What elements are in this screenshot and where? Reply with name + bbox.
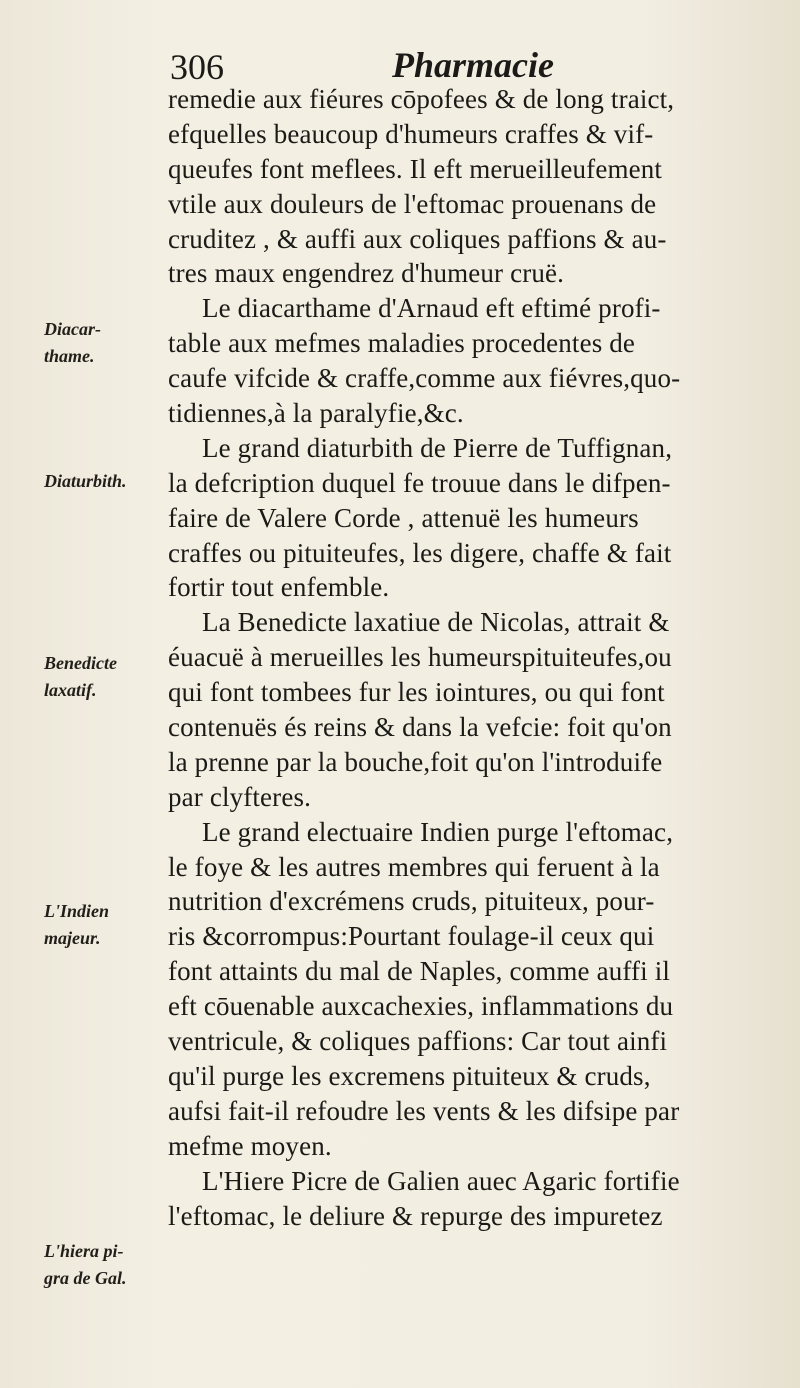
text-line: Le grand diaturbith de Pierre de Tuffignan, [202,432,673,463]
margin-note-line: gra de Gal. [44,1268,127,1288]
text-line: la prenne par la bouche,foit qu'on l'introduife [168,746,663,777]
margin-note-benedicte [44,650,172,704]
page-number: 306 [170,47,224,87]
text-line: queufes font meflees. Il eft merueilleufement [168,153,663,184]
margin-note-line: majeur. [44,928,101,948]
text-line: remedie aux fiéures cōpofees & de long traict, [168,84,675,114]
text-line: éuacuë à merueilles les humeurspituiteufes,ou [168,642,672,673]
text-line: caufe vifcide & craffe,comme aux fiévres,quo- [168,363,681,394]
margin-note-diaturbith [44,468,172,495]
text-line: table aux mefmes maladies procedentes de [168,328,636,359]
text-line: Le diacarthame d'Arnaud eft eftimé profi- [202,293,661,324]
text-line: faire de Valere Corde , attenuë les humeurs [168,502,639,533]
text-line: fortir tout enfemble. [168,572,390,603]
text-line: cruditez , & auffi aux coliques paffions & au- [168,223,667,254]
text-line: ventricule, & coliques paffions: Car tout ainfi [168,1026,668,1057]
text-line: mefme moyen. [168,1130,332,1161]
margin-note-line: L'hiera pi- [44,1241,124,1261]
text-line: le foye & les autres membres qui feruent à la [168,851,660,882]
text-line: nutrition d'excrémens cruds, pituiteux, pour- [168,886,655,917]
margin-note-line: Diacar- [44,319,101,339]
text-line: Le grand electuaire Indien purge l'eftomac, [202,816,674,847]
text-line: contenuës és reins & dans la vefcie: foit qu'on [168,712,672,743]
text-line: vtile aux douleurs de l'eftomac prouenans de [168,188,657,219]
text-line: tidiennes,à la paralyfie,&c. [168,398,464,429]
text-line: craffes ou pituiteufes, les digere, chaffe & fait [168,537,672,568]
text-line: L'Hiere Picre de Galien auec Agaric fortifie [202,1165,680,1196]
text-line: font attaints du mal de Naples, comme auffi il [168,956,671,987]
text-line: la defcription duquel fe trouue dans le difpen- [168,467,671,498]
text-line: ris &corrompus:Pourtant foulage-il ceux qui [168,921,655,952]
margin-note-line: thame. [44,346,95,366]
body-text [168,82,780,1233]
margin-note-indien [44,898,172,952]
text-line: tres maux engendrez d'humeur cruë. [168,258,565,289]
text-line: eft cōuenable auxcachexies, inflammations du [168,991,674,1022]
text-line: qui font tombees fur les iointures, ou qui font [168,677,665,708]
margin-note-line: L'Indien [44,901,110,921]
margin-note-hiera [44,1238,172,1292]
text-line: La Benedicte laxatiue de Nicolas, attrait & [202,607,670,638]
margin-note-line: Benedicte [44,653,117,673]
text-line: efquelles beaucoup d'humeurs craffes & vif- [168,118,654,149]
margin-note-line: laxatif. [44,680,97,700]
text-line: aufsi fait-il refoudre les vents & les difsipe par [168,1095,680,1126]
text-line: qu'il purge les excremens pituiteux & cruds, [168,1060,651,1091]
running-head: Pharmacie [392,45,554,85]
margin-note-diacarthame [44,316,172,370]
margin-note-line: Diaturbith. [44,471,127,491]
text-line: l'eftomac, le deliure & repurge des impuretez [168,1200,663,1231]
text-line: par clyfteres. [168,781,312,812]
